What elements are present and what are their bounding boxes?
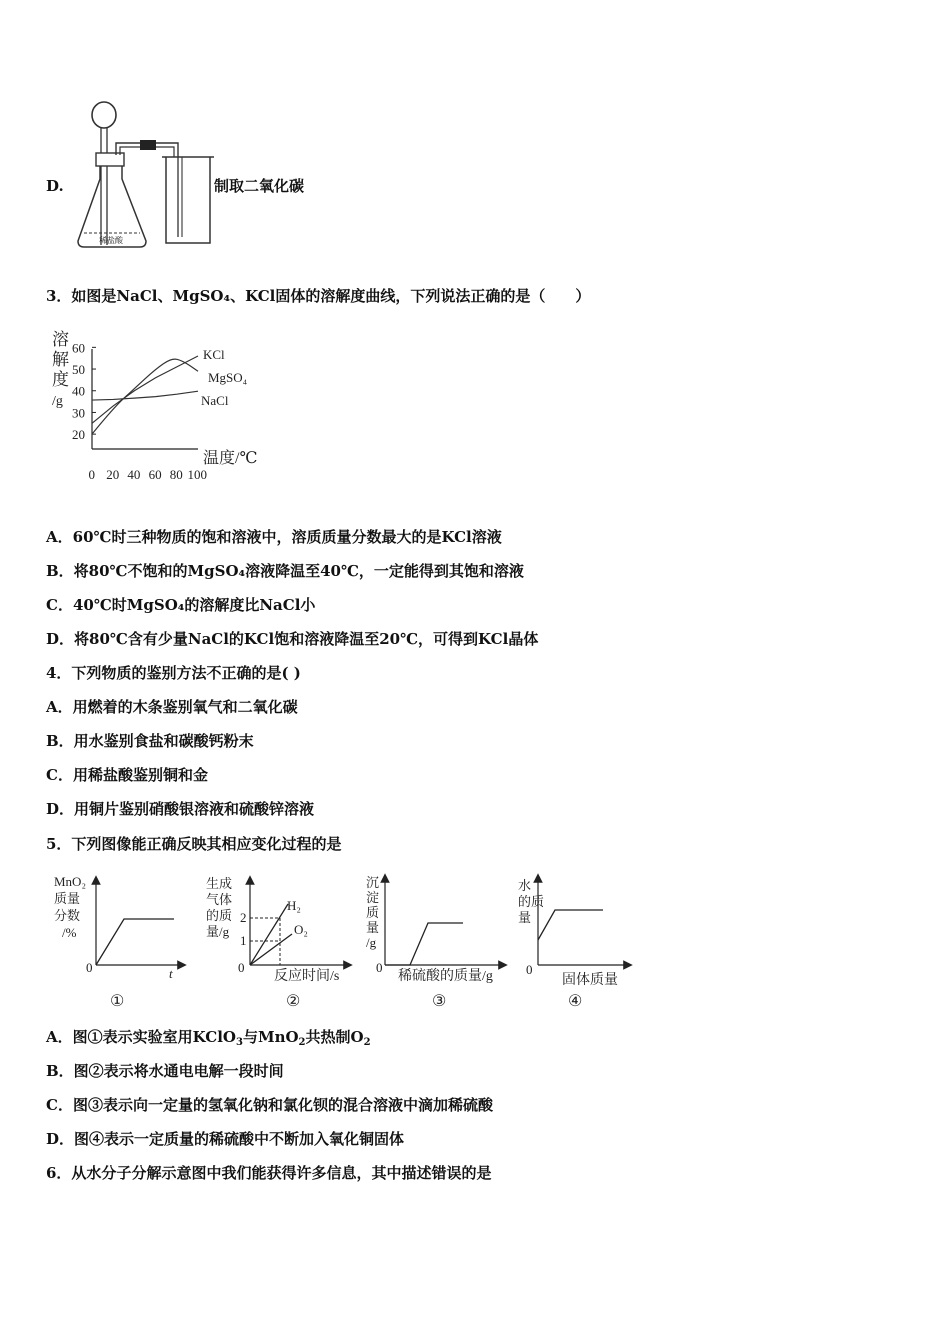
g2-number: ② bbox=[286, 993, 301, 1010]
g1-origin: 0 bbox=[86, 960, 93, 975]
g3-number: ③ bbox=[432, 993, 447, 1010]
q6-stem: 6．从水分子分解示意图中我们能获得许多信息，其中描述错误的是 bbox=[46, 1164, 492, 1182]
g1-ylabel-4: /% bbox=[62, 925, 77, 940]
q5-stem: 5．下列图像能正确反映其相应变化过程的是 bbox=[46, 835, 342, 853]
q5a-mid: 与 bbox=[242, 1028, 258, 1046]
y-axis-label-4: /g bbox=[52, 394, 63, 409]
solubility-chart bbox=[48, 325, 278, 490]
g4-xlabel: 固体质量 bbox=[562, 973, 618, 988]
g2-o2-label: O₂ bbox=[294, 922, 308, 937]
g1-ylabel-2: 质量 bbox=[54, 891, 81, 906]
g2-ylabel-3: 的质 bbox=[206, 908, 233, 923]
x-tick-label-60: 60 bbox=[148, 467, 162, 482]
y-tick-label-20: 20 bbox=[72, 427, 85, 443]
legend-label-2: NaCl bbox=[201, 393, 229, 408]
co2-apparatus bbox=[70, 95, 220, 255]
x-tick-label-100: 100 bbox=[187, 467, 207, 482]
gas-jar bbox=[166, 157, 210, 243]
q2d-label: D. bbox=[46, 177, 64, 195]
x-tick-label-40: 40 bbox=[127, 467, 141, 482]
g2-ylabel-2: 气体 bbox=[206, 892, 233, 907]
g3-ylabel-2: 淀 bbox=[366, 890, 380, 905]
q2d-caption: 制取二氧化碳 bbox=[214, 177, 305, 195]
g1-ylabel-1: MnO₂ bbox=[54, 874, 86, 889]
q4-option-c: C．用稀盐酸鉴别铜和金 bbox=[46, 766, 208, 784]
g2-h2-label: H₂ bbox=[287, 898, 301, 913]
q5a-mno2-sub: 2 bbox=[298, 1037, 306, 1048]
y-tick-label-30: 30 bbox=[72, 405, 85, 421]
q5a-post: 共热制 bbox=[305, 1028, 351, 1046]
series-line-1 bbox=[92, 359, 198, 434]
x-tick-label-20: 20 bbox=[106, 467, 120, 482]
series-line-0 bbox=[92, 356, 198, 423]
q5a-o2: O bbox=[350, 1028, 364, 1046]
g3-ylabel-1: 沉 bbox=[366, 875, 380, 890]
g4-number: ④ bbox=[568, 993, 583, 1010]
q4-option-b: B．用水鉴别食盐和碳酸钙粉末 bbox=[46, 732, 254, 750]
flask-liquid-label: 稀盐酸 bbox=[99, 236, 123, 245]
graph-2 bbox=[206, 876, 348, 1010]
y-tick-label-40: 40 bbox=[72, 383, 85, 399]
graph-3 bbox=[366, 875, 503, 1010]
g4-ylabel-3: 量 bbox=[518, 910, 532, 925]
conical-flask bbox=[78, 166, 146, 247]
x-tick-label-0: 0 bbox=[88, 467, 95, 482]
y-axis-label-3: 度 bbox=[52, 370, 69, 389]
g1-curve bbox=[96, 919, 174, 965]
x-tick-label-80: 80 bbox=[169, 467, 183, 482]
g4-ylabel-1: 水 bbox=[518, 878, 532, 893]
q5a-kclo3-sub: 3 bbox=[235, 1037, 243, 1048]
g2-ylabel-1: 生成 bbox=[206, 876, 233, 891]
y-axis-label-2: 解 bbox=[52, 350, 69, 369]
q5-option-b: B．图②表示将水通电电解一段时间 bbox=[46, 1062, 284, 1080]
legend-label-0: KCl bbox=[203, 347, 225, 362]
q4-option-a: A．用燃着的木条鉴别氧气和二氧化碳 bbox=[46, 698, 298, 716]
q5-option-d: D．图④表示一定质量的稀硫酸中不断加入氧化铜固体 bbox=[46, 1130, 405, 1148]
g2-o2-line bbox=[250, 934, 292, 965]
g1-ylabel-3: 分数 bbox=[54, 908, 81, 923]
q3-stem: 3．如图是NaCl、MgSO₄、KCl固体的溶解度曲线，下列说法正确的是（ ） bbox=[46, 287, 591, 305]
g1-xlabel: t bbox=[169, 966, 173, 981]
q3-option-a: A．60℃时三种物质的饱和溶液中，溶质质量分数最大的是KCl溶液 bbox=[46, 528, 502, 546]
y-tick-label-50: 50 bbox=[72, 362, 85, 378]
g3-curve bbox=[385, 923, 463, 965]
g4-curve bbox=[538, 910, 603, 940]
g3-ylabel-3: 质 bbox=[366, 905, 380, 920]
q5a-mno2: MnO bbox=[257, 1028, 299, 1046]
q5-option-c: C．图③表示向一定量的氢氧化钠和氯化钡的混合溶液中滴加稀硫酸 bbox=[46, 1096, 493, 1114]
q3-option-b: B．将80℃不饱和的MgSO₄溶液降温至40℃，一定能得到其饱和溶液 bbox=[46, 562, 524, 580]
q5a-kclo3: KClO bbox=[192, 1028, 236, 1046]
g3-ylabel-4: 量 bbox=[366, 920, 380, 935]
x-axis-label: 温度/℃ bbox=[203, 450, 258, 467]
q5-option-a bbox=[46, 1027, 371, 1053]
g3-ylabel-5: /g bbox=[366, 935, 377, 950]
g2-ytick-1: 1 bbox=[240, 933, 247, 948]
q5a-o2-sub: 2 bbox=[363, 1037, 371, 1048]
g2-origin: 0 bbox=[238, 960, 245, 975]
legend-label-1: MgSO₄ bbox=[208, 370, 248, 385]
graph-4 bbox=[518, 878, 628, 1010]
q4-option-d: D．用铜片鉴别硝酸银溶液和硫酸锌溶液 bbox=[46, 800, 315, 818]
g4-ylabel-2: 的质 bbox=[518, 894, 545, 909]
g2-xlabel: 反应时间/s bbox=[274, 969, 340, 984]
graph-1 bbox=[54, 874, 182, 1010]
g2-h2-line bbox=[250, 904, 288, 965]
g2-ylabel-4: 量/g bbox=[206, 924, 230, 939]
g1-number: ① bbox=[110, 993, 125, 1010]
g3-origin: 0 bbox=[376, 960, 383, 975]
thistle-funnel-bulb bbox=[92, 102, 116, 128]
q3-option-c: C．40℃时MgSO₄的溶解度比NaCl小 bbox=[46, 596, 316, 614]
g2-ytick-2: 2 bbox=[240, 910, 247, 925]
q3-option-d: D．将80℃含有少量NaCl的KCl饱和溶液降温至20℃，可得到KCl晶体 bbox=[46, 630, 539, 648]
y-tick-label-60: 60 bbox=[72, 340, 85, 356]
q5-graphs bbox=[48, 870, 638, 1015]
y-axis-label-1: 溶 bbox=[52, 330, 69, 349]
series-line-2 bbox=[92, 391, 198, 400]
q5a-pre: A．图①表示实验室用 bbox=[46, 1028, 193, 1046]
g3-xlabel: 稀硫酸的质量/g bbox=[398, 969, 493, 984]
g4-origin: 0 bbox=[526, 962, 533, 977]
q4-stem: 4．下列物质的鉴别方法不正确的是( ) bbox=[46, 664, 301, 682]
